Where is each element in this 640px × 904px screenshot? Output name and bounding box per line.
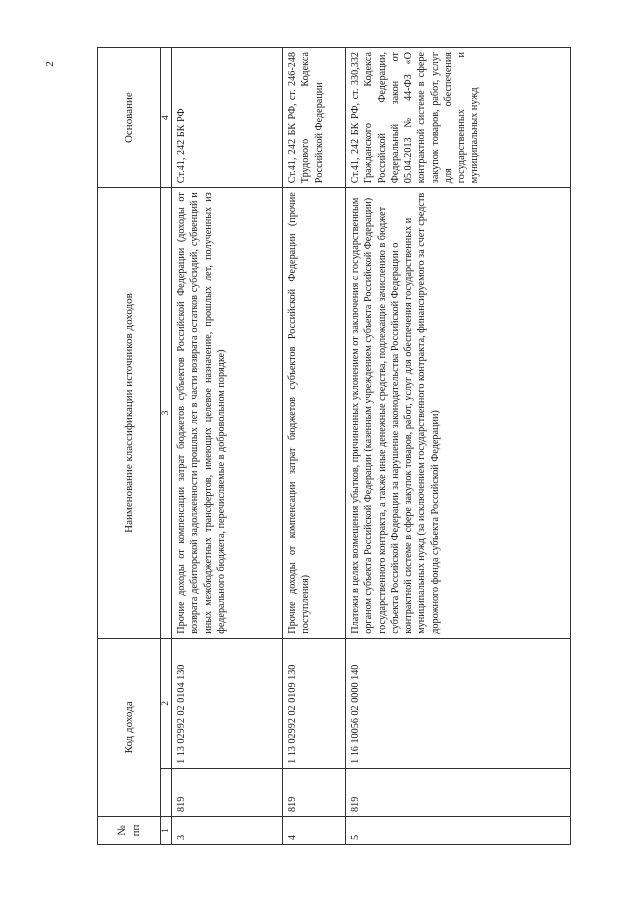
rotated-table-wrapper: [97, 47, 562, 845]
table-row: [172, 48, 283, 845]
column-number: 4: [161, 48, 172, 188]
header-basis: Основание: [98, 48, 161, 188]
column-numbers-row: [161, 48, 172, 845]
row-name: Платежи в целях возмещения убытков, причиненных уклонением от заключения с государственным органом субъекта Российской Федерации (казенным учреждением субъекта Российской Федерации) государственного контракта, а также иные денежные средства, подлежащие зачислению в бюджет субъекта Российской Федерации за нарушение законодательства Российской Федерации о контрактной системе в сфере закупок товаров, работ, услуг для обеспечения государственных и муниципальных нужд (за исключением государственного контракта, финансируемого за счет средств дорожного фонда субъекта Российской Федерации): [346, 188, 571, 639]
table-header-row: [98, 48, 161, 845]
row-admin-code: 819: [172, 768, 283, 816]
column-number: [161, 768, 172, 816]
row-admin-code: 819: [346, 768, 571, 816]
row-num: 5: [346, 816, 571, 844]
header-name: Наименование классификации источников доходов: [98, 188, 161, 639]
row-basis: Ст.41, 242 БК РФ, ст. 246-248 Трудового Кодекса Российской Федерации: [283, 48, 346, 188]
row-num: 3: [172, 816, 283, 844]
row-basis: Ст.41, 242 БК РФ: [172, 48, 283, 188]
table-row: [346, 48, 571, 845]
row-income-code: 1 13 02992 02 0109 130: [283, 638, 346, 768]
income-sources-table: [97, 47, 571, 845]
header-code: Код дохода: [98, 638, 161, 816]
row-income-code: 1 16 10056 02 0000 140: [346, 638, 571, 768]
table-row: [283, 48, 346, 845]
column-number: 3: [161, 188, 172, 639]
column-number: 1: [161, 816, 172, 844]
row-basis: Ст.41, 242 БК РФ, ст. 330,332 Гражданского Кодекса Российской Федерации, Федеральный закон от 05.04.2013 № 44-ФЗ «О контрактной системе в сфере закупок товаров, работ, услуг для обеспечения государственных и муниципальных нужд: [346, 48, 571, 188]
row-name: Прочие доходы от компенсации затрат бюджетов субъектов Российской Федерации (доходы от возврата дебиторской задолженности прошлых лет в части возврата остатков субсидий, субвенций и иных межбюджетных трансфертов, имеющих целевое назначение, прошлых лет, полученных из федерального бюджета, перечисляемые в добровольном порядке): [172, 188, 283, 639]
row-income-code: 1 13 02992 02 0104 130: [172, 638, 283, 768]
row-name: Прочие доходы от компенсации затрат бюджетов субъектов Российской Федерации (прочие поступления): [283, 188, 346, 639]
header-num: № пп: [98, 816, 161, 844]
column-number: 2: [161, 638, 172, 768]
page-number: 2: [43, 61, 56, 67]
row-admin-code: 819: [283, 768, 346, 816]
row-num: 4: [283, 816, 346, 844]
